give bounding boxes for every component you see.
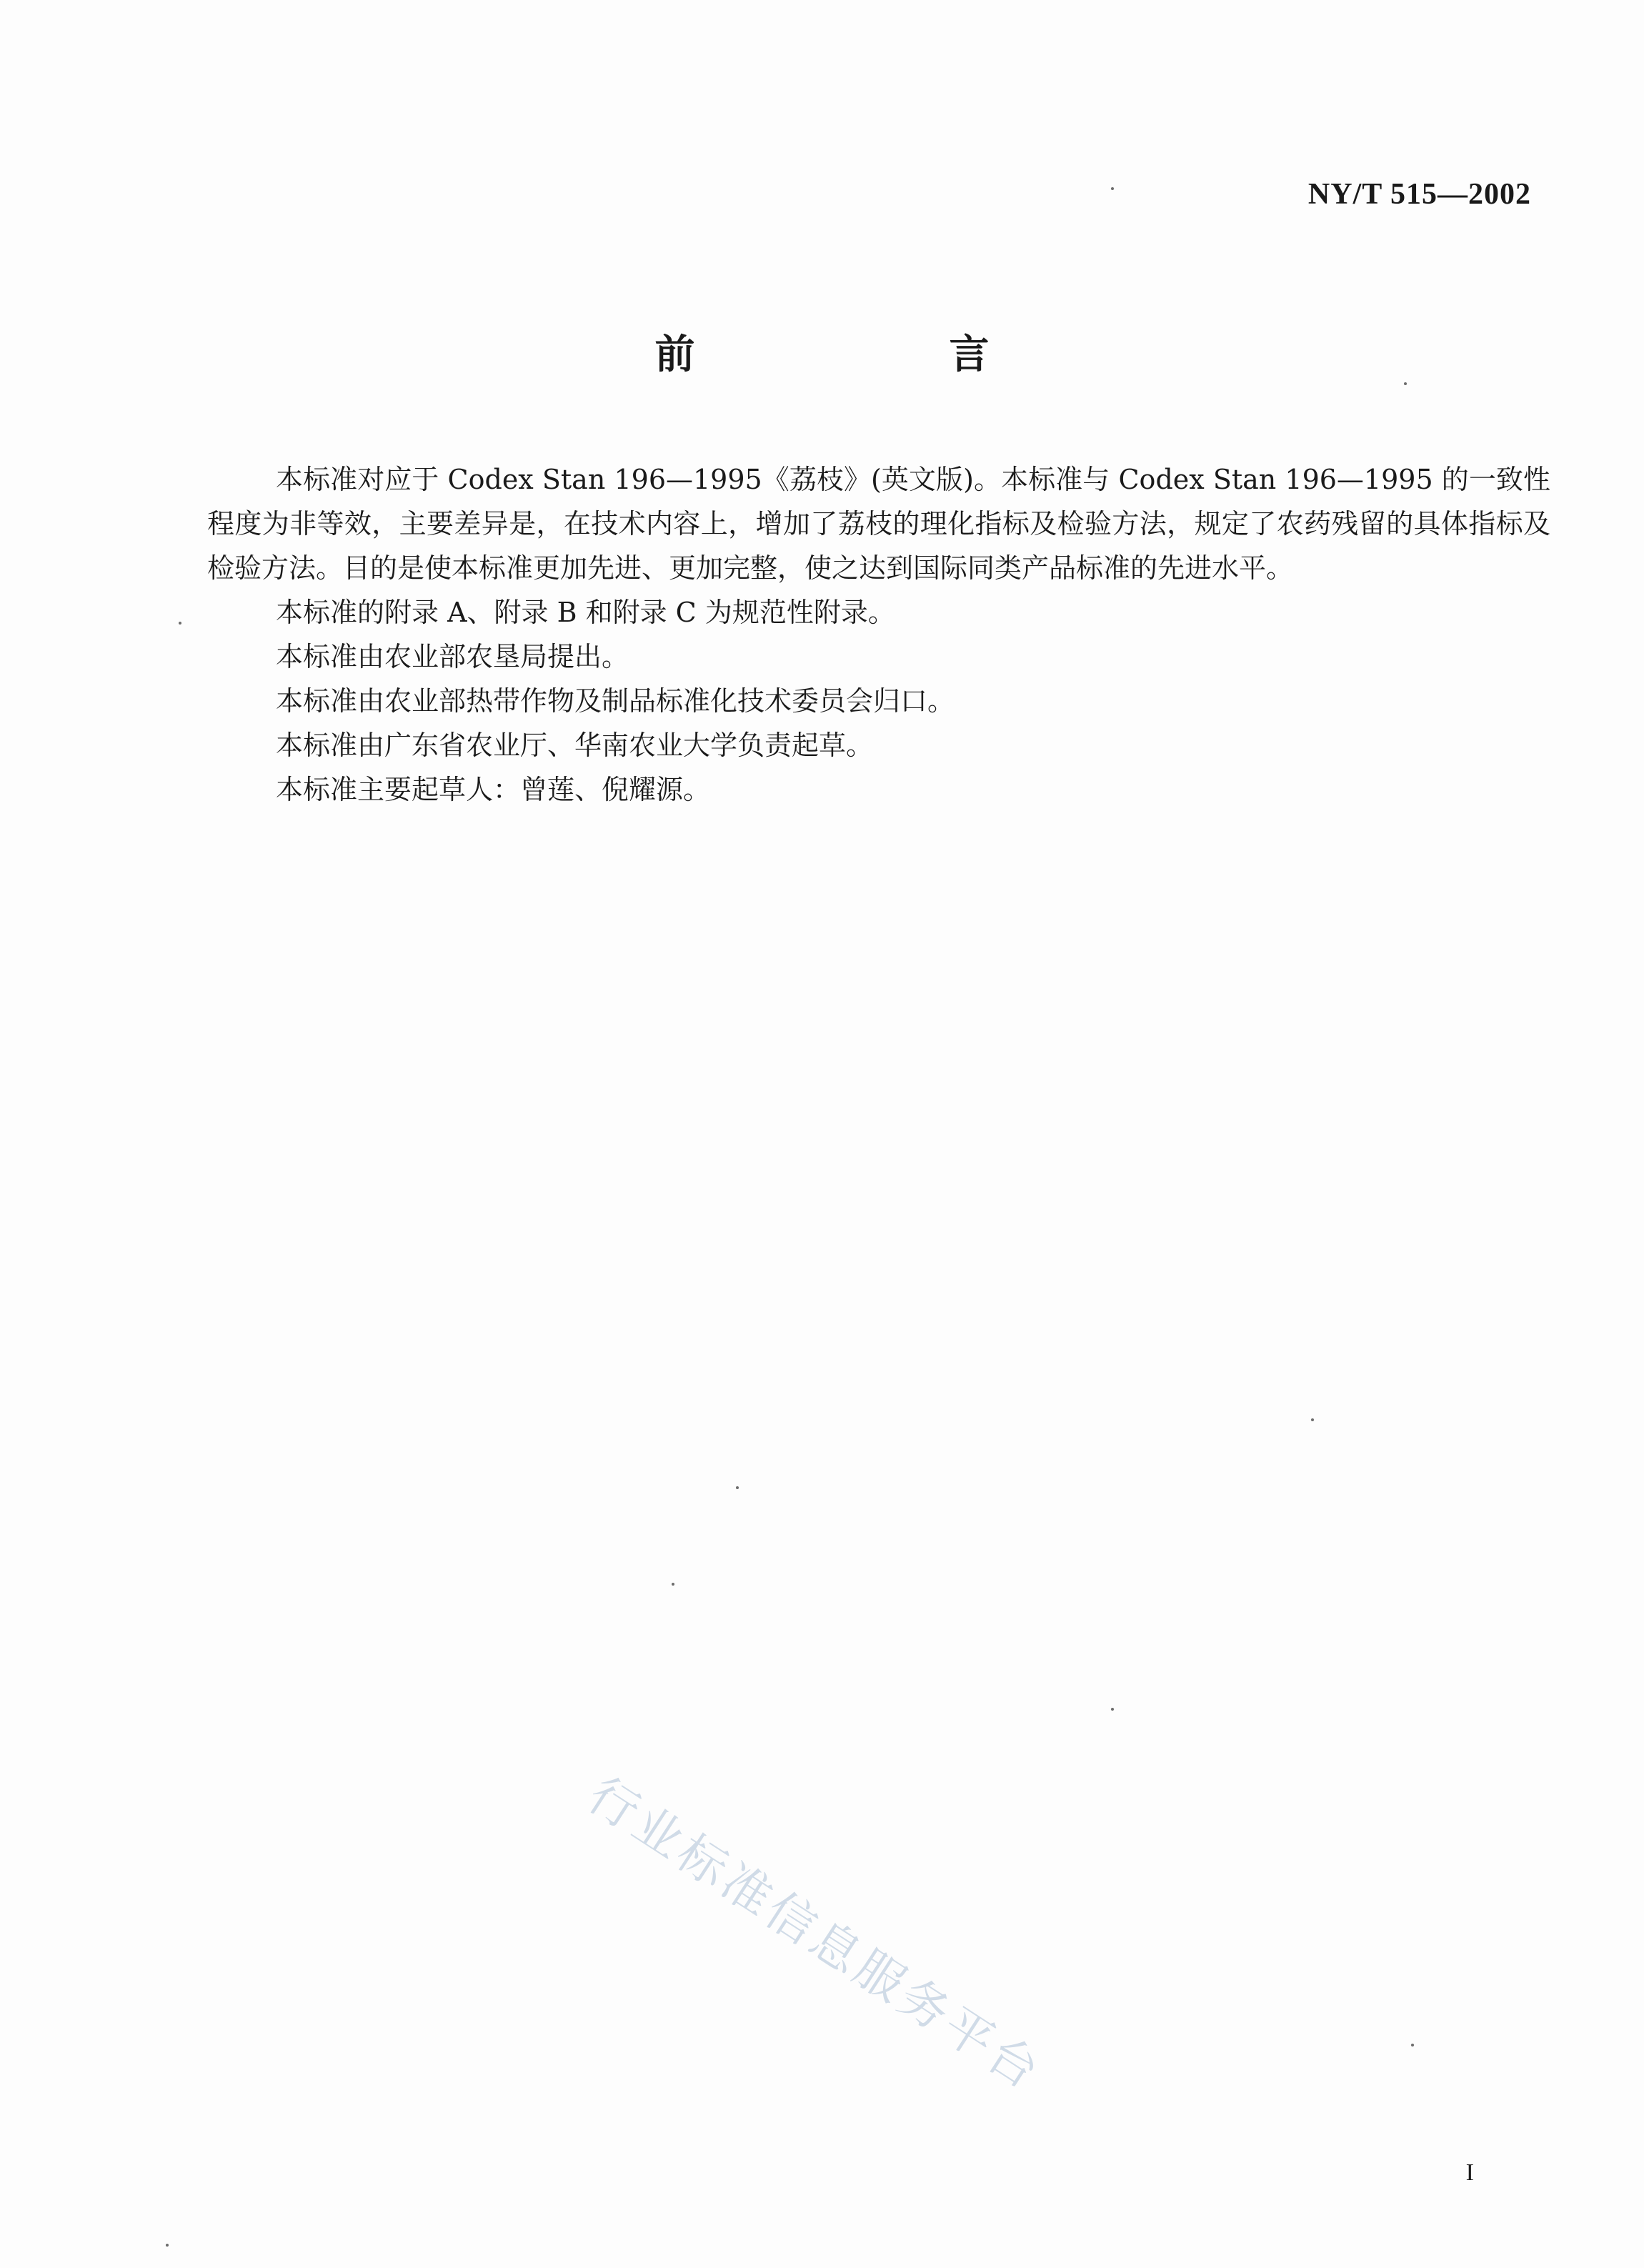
foreword-body [207, 457, 1550, 812]
page-title: 前 言 [654, 332, 1097, 378]
paragraph-centralized: 本标准由农业部热带作物及制品标准化技术委员会归口。 [276, 685, 955, 717]
paragraph-proposer: 本标准由农业部农垦局提出。 [276, 641, 629, 672]
paragraph-appendices: 本标准的附录 A、附录 B 和附录 C 为规范性附录。 [276, 597, 895, 628]
scan-speck [1404, 382, 1407, 385]
watermark: 行业标准信息服务平台 [577, 1766, 1052, 2102]
scan-speck [736, 1486, 739, 1489]
scan-speck [672, 1583, 674, 1586]
scan-speck [179, 622, 181, 625]
scan-speck [1111, 187, 1114, 190]
paragraph-drafters: 本标准主要起草人：曾莲、倪耀源。 [276, 774, 711, 805]
scan-speck [166, 2244, 169, 2247]
scan-speck [1411, 2044, 1414, 2046]
scan-speck [1111, 1708, 1114, 1711]
scan-speck [1311, 1418, 1314, 1421]
standard-code: NY/T 515—2002 [1307, 178, 1531, 211]
paragraph-drafting-units: 本标准由广东省农业厅、华南农业大学负责起草。 [276, 730, 874, 761]
page-number: I [1465, 2159, 1474, 2186]
paragraph-correspondence: 本标准对应于 Codex Stan 196—1995《荔枝》(英文版)。本标准与 Codex Stan 196—1995 的一致性程度为非等效，主要差异是，在技术内容上，增加了荔枝的理化指标及检验方法，规定了农药残留的具体指标及检验方法。目的是使本标准更加先进、更加完整，使之达到国际同类产品标准的先进水平。 [207, 464, 1550, 584]
